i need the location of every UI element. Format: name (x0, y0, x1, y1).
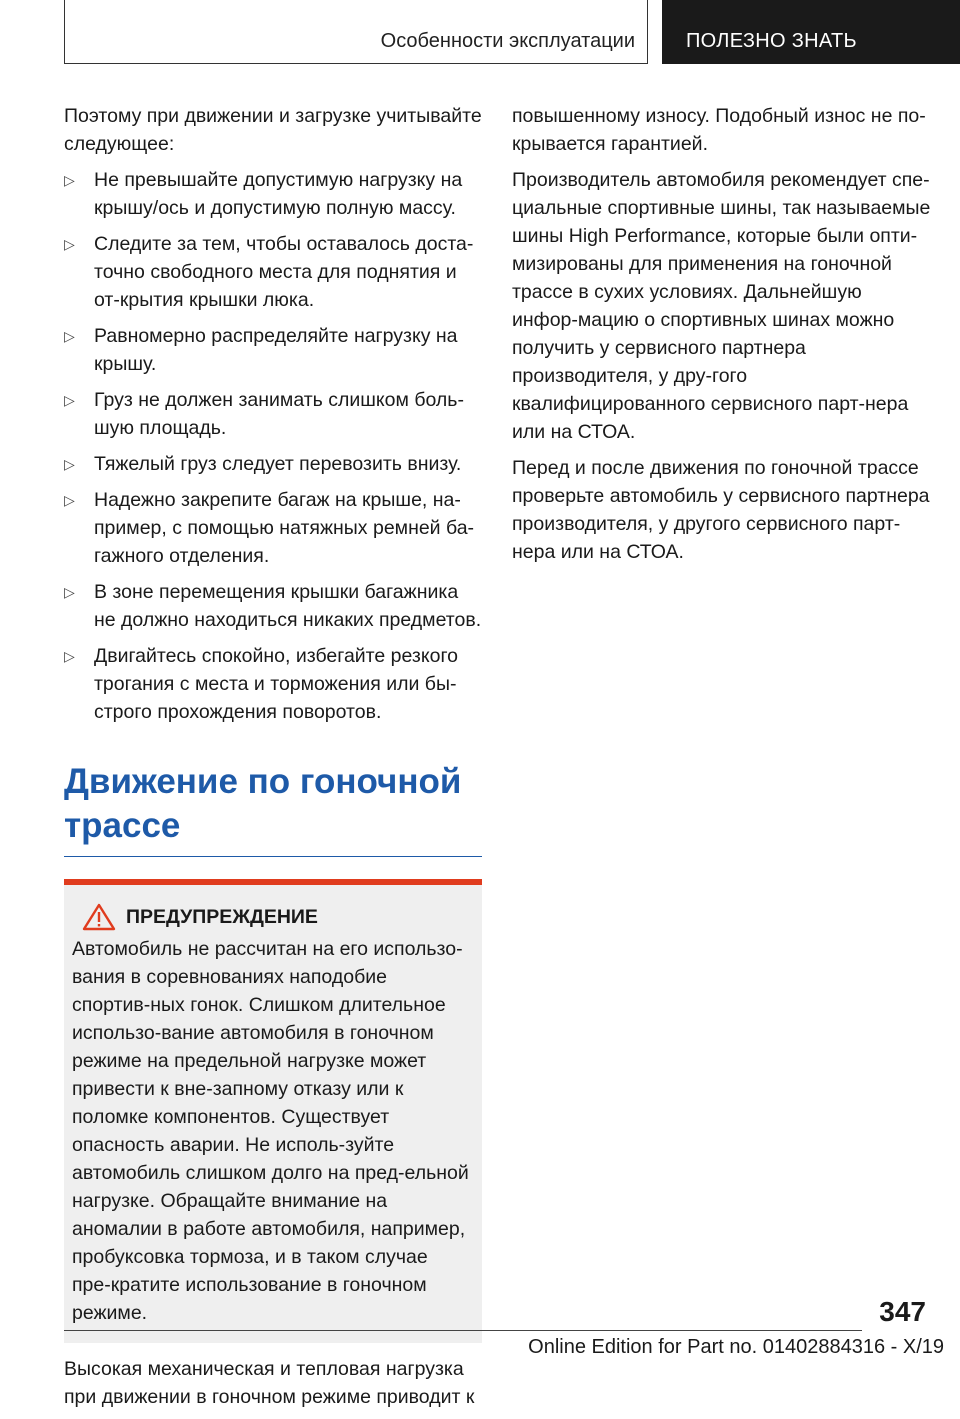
bullet-triangle-icon: ▷ (64, 236, 75, 252)
list-item (64, 486, 482, 570)
list-item-text: Двигайтесь спокойно, избегайте резкого трогания с места и торможения или бы-строго прохождения поворотов. (94, 645, 458, 723)
list-item-text: В зоне перемещения крышки багажника не должно находиться никаких предметов. (94, 581, 482, 631)
footer-edition: Online Edition for Part no. 01402884316 - X/19 (528, 1336, 944, 1358)
chapter-tab (64, 0, 648, 64)
bullet-triangle-icon: ▷ (64, 328, 75, 344)
bullet-triangle-icon: ▷ (64, 172, 75, 188)
load-bullet-list (64, 166, 482, 726)
list-item (64, 230, 482, 314)
list-item-text: Тяжелый груз следует перевозить внизу. (94, 453, 462, 475)
warning-title: ПРЕДУПРЕЖДЕНИЕ (126, 906, 318, 928)
bullet-triangle-icon: ▷ (64, 492, 75, 508)
intro-paragraph: Поэтому при движении и загрузке учитывайте следующее: (64, 105, 482, 155)
list-item-text: Не превышайте допустимую нагрузку на крышу/ось и допустимую полную массу. (94, 169, 463, 219)
warning-text: Автомобиль не рассчитан на его использо-вания в соревнованиях наподобие спортив-ных гонок. Слишком длительное использо-вание автомобиля в гоночном режиме на предельной нагрузке может привести к вне-запному отказу или к поломке компонентов. Существует опасность аварии. Не исполь-зуйте автомобиль слишком долго на пред-ельной нагрузке. Обращайте внимание на аномалии в работе автомобиля, например, пробуксовка тормоза, и в таком случае пре-кратите использование в гоночном режиме. (72, 938, 469, 1324)
list-item (64, 166, 482, 222)
footer-divider (64, 1330, 862, 1331)
section-title-header: ПОЛЕЗНО ЗНАТЬ (686, 30, 857, 52)
paragraph: Производитель автомобиля рекомендует спе-циальные спортивные шины, так называемые шины High Performance, которые были опти-мизированы для применения на гоночной трассе в сухих условиях. Дальнейшую инфор-мацию о спортивных шинах можно получить у сервисного партнера производителя, у дру-гого квалифицированного сервисного парт-нера или на СТОА. (512, 169, 931, 443)
list-item-text: Надежно закрепите багаж на крыше, на-пример, с помощью натяжных ремней ба-гажного отделения. (94, 489, 475, 567)
right-column (512, 102, 932, 574)
list-item-text: Равномерно распределяйте нагрузку на крышу. (94, 325, 458, 375)
bullet-triangle-icon: ▷ (64, 392, 75, 408)
warning-triangle-icon (82, 903, 116, 931)
list-item (64, 642, 482, 726)
chapter-title: Особенности эксплуатации (380, 30, 635, 52)
bullet-triangle-icon: ▷ (64, 456, 75, 472)
list-item-text: Груз не должен занимать слишком боль-шую площадь. (94, 389, 464, 439)
warning-header (72, 903, 470, 931)
left-column (64, 102, 482, 1419)
list-item (64, 450, 482, 478)
list-item (64, 386, 482, 442)
after-warning-paragraph: Высокая механическая и тепловая нагрузка при движении в гоночном режиме приводит к (64, 1358, 475, 1408)
warning-box (64, 879, 482, 1343)
page-number: 347 (879, 1296, 926, 1327)
bullet-triangle-icon: ▷ (64, 648, 75, 664)
section-heading: Движение по гоночной трассе (64, 760, 482, 857)
paragraph: повышенному износу. Подобный износ не по-крывается гарантией. (512, 105, 926, 155)
paragraph: Перед и после движения по гоночной трассе проверьте автомобиль у сервисного партнера производителя, у другого сервисного парт-нера или на СТОА. (512, 457, 930, 563)
bullet-triangle-icon: ▷ (64, 584, 75, 600)
list-item (64, 578, 482, 634)
section-tab (662, 0, 960, 64)
list-item (64, 322, 482, 378)
list-item-text: Следите за тем, чтобы оставалось доста-точно свободного места для поднятия и от-крытия крышки люка. (94, 233, 474, 311)
